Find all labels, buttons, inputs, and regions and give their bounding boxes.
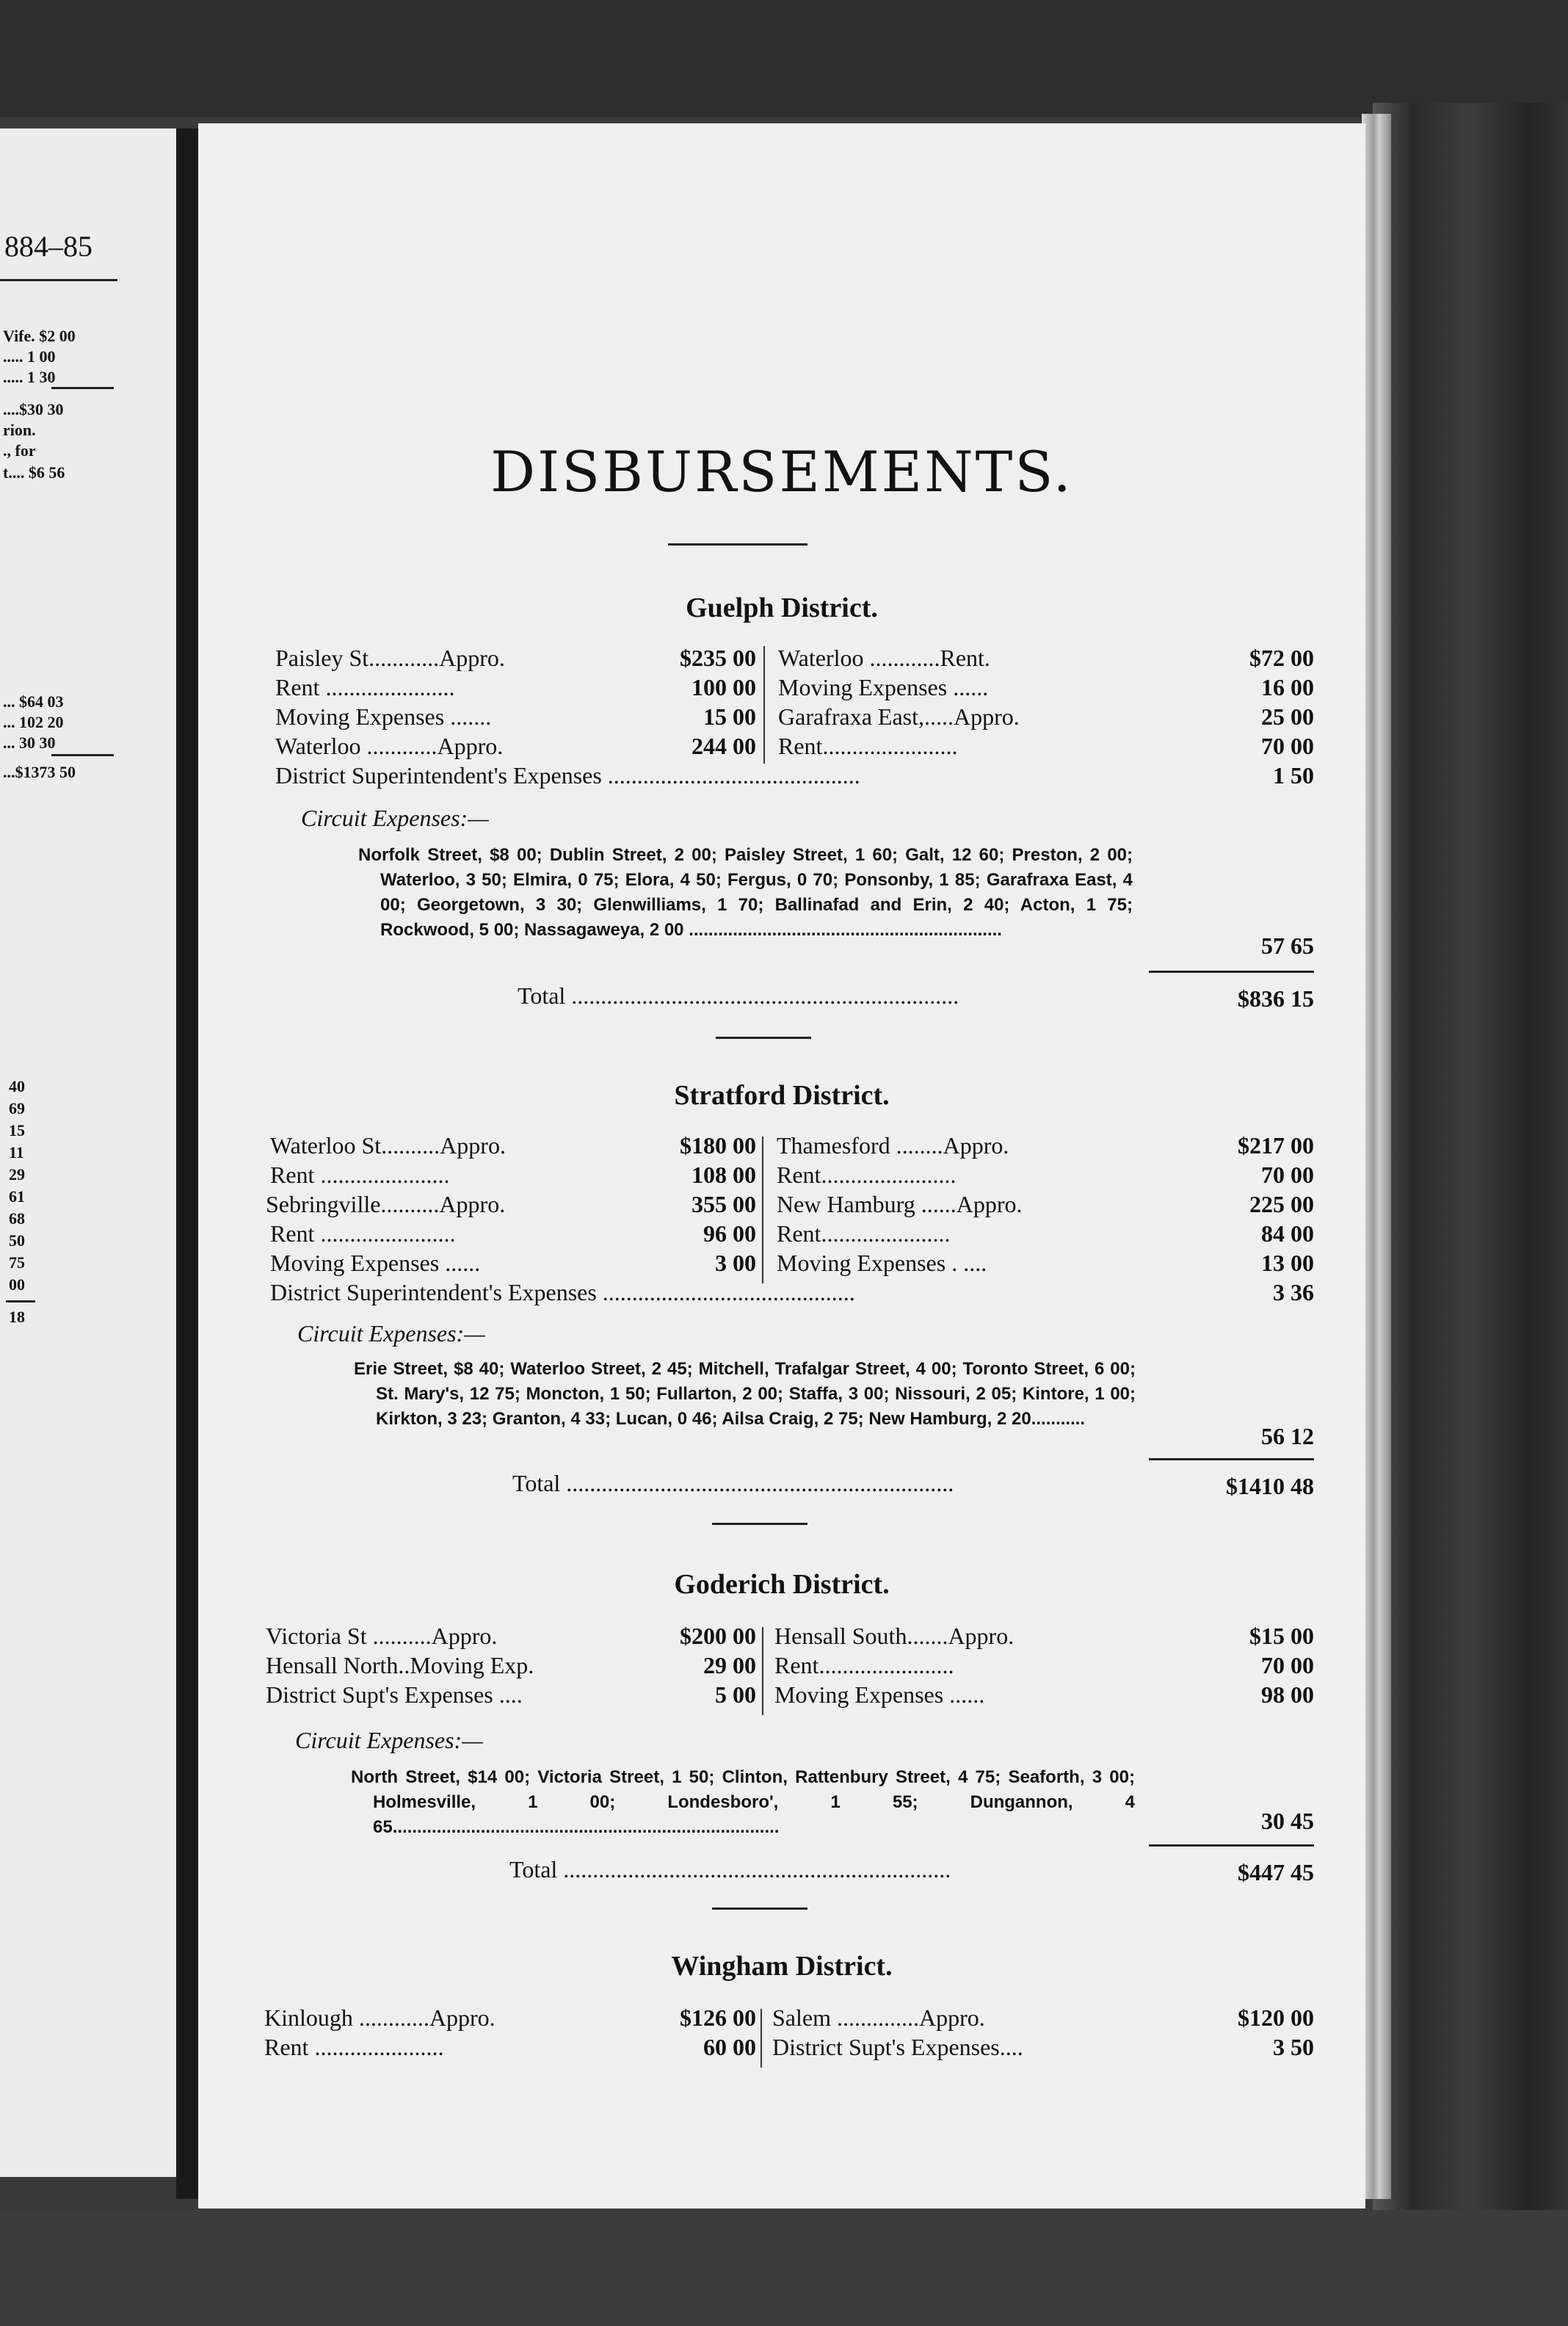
main-page <box>198 123 1365 2209</box>
stratford-left-amount: 355 00 <box>692 1191 756 1217</box>
title-rule <box>668 543 807 546</box>
guelph-supt-amount: 1 50 <box>1273 762 1314 789</box>
wingham-left-label: Rent ...................... <box>264 2034 444 2060</box>
guelph-right-amount: 70 00 <box>1261 733 1314 759</box>
stratford-right-label: Rent....................... <box>777 1162 957 1188</box>
stratford-heading: Stratford District. <box>674 1080 890 1111</box>
goderich-right-amount: 98 00 <box>1261 1681 1314 1708</box>
section-rule <box>712 1907 807 1910</box>
goderich-total-amount: $447 45 <box>1238 1859 1314 1885</box>
stratford-right-amount: 13 00 <box>1261 1250 1314 1276</box>
left-line: 50 <box>9 1231 25 1250</box>
goderich-total-rule <box>1149 1844 1314 1847</box>
stratford-right-label: Rent...................... <box>777 1220 951 1247</box>
stratford-left-label: Moving Expenses ...... <box>270 1250 481 1276</box>
guelph-right-label: Rent....................... <box>778 733 958 759</box>
guelph-heading: Guelph District. <box>686 593 878 623</box>
left-line: 40 <box>9 1077 25 1095</box>
left-line: 18 <box>9 1308 25 1326</box>
wingham-right-label: District Supt's Expenses.... <box>772 2034 1023 2060</box>
stratford-left-label: Sebringville..........Appro. <box>266 1191 506 1217</box>
guelph-circuit-heading: Circuit Expenses:— <box>301 805 489 831</box>
goderich-right-amount: 70 00 <box>1261 1652 1314 1678</box>
stratford-total-label: Total .................................................................. <box>512 1470 954 1496</box>
guelph-right-label: Garafraxa East,.....Appro. <box>778 703 1020 730</box>
left-rule <box>51 387 114 389</box>
section-rule <box>716 1037 811 1039</box>
left-line: 75 <box>9 1253 25 1272</box>
stratford-right-label: Moving Expenses . .... <box>777 1250 987 1276</box>
page-stack-edge <box>1362 114 1391 2199</box>
stratford-right-label: Thamesford ........Appro. <box>777 1132 1009 1159</box>
background-top <box>0 0 1568 117</box>
left-line: 68 <box>9 1209 25 1228</box>
guelph-left-amount: 100 00 <box>692 674 756 700</box>
stratford-total-amount: $1410 48 <box>1226 1473 1314 1499</box>
left-line: t.... $6 56 <box>3 463 65 482</box>
goderich-right-label: Hensall South.......Appro. <box>774 1623 1015 1649</box>
goderich-left-amount: 5 00 <box>715 1681 756 1708</box>
wingham-left-label: Kinlough ............Appro. <box>264 2004 496 2031</box>
left-year: 884–85 <box>4 230 92 263</box>
stratford-supt-label: District Superintendent's Expenses ........................................... <box>270 1279 855 1305</box>
stratford-left-amount: 3 00 <box>715 1250 756 1276</box>
book-gutter <box>176 128 198 2199</box>
guelph-right-label: Moving Expenses ...... <box>778 674 989 700</box>
left-line: rion. <box>3 421 36 439</box>
wingham-right-label: Salem ..............Appro. <box>772 2004 985 2031</box>
left-facing-page <box>0 128 176 2177</box>
guelph-total-amount: $836 15 <box>1238 985 1314 1012</box>
guelph-right-label: Waterloo ............Rent. <box>778 645 990 671</box>
goderich-left-label: Hensall North..Moving Exp. <box>266 1652 534 1678</box>
stratford-left-label: Rent ...................... <box>270 1162 450 1188</box>
left-line: 11 <box>9 1143 24 1162</box>
stratford-left-amount: 108 00 <box>692 1162 756 1188</box>
guelph-left-amount: $235 00 <box>680 645 756 671</box>
guelph-right-amount: 16 00 <box>1261 674 1314 700</box>
wingham-left-amount: $126 00 <box>680 2004 756 2031</box>
left-line: 29 <box>9 1165 25 1184</box>
book-edge-right <box>1373 103 1568 2217</box>
left-line: ...$1373 50 <box>3 763 76 781</box>
stratford-right-amount: 70 00 <box>1261 1162 1314 1188</box>
guelph-left-amount: 244 00 <box>692 733 756 759</box>
stratford-left-label: Rent ....................... <box>270 1220 456 1247</box>
stratford-left-amount: 96 00 <box>703 1220 756 1247</box>
goderich-circuit-text: North Street, $14 00; Victoria Street, 1 50; Clinton, Rattenbury Street, 4 75; Seaforth, 3 00; Holmesville, 1 00; Londesboro', 1 55; Dungannon, 4 65............................................................................... <box>351 1767 1135 1837</box>
column-divider <box>762 1137 763 1283</box>
stratford-left-amount: $180 00 <box>680 1132 756 1159</box>
goderich-heading: Goderich District. <box>674 1569 890 1600</box>
left-line: ... 102 20 <box>3 713 64 731</box>
stratford-total-rule <box>1149 1458 1314 1460</box>
wingham-right-amount: 3 50 <box>1273 2034 1314 2060</box>
goderich-circuit-heading: Circuit Expenses:— <box>295 1727 483 1753</box>
left-line: 00 <box>9 1275 25 1294</box>
stratford-right-amount: 84 00 <box>1261 1220 1314 1247</box>
left-line: ..... 1 00 <box>3 347 56 366</box>
guelph-left-label: Moving Expenses ....... <box>275 703 492 730</box>
stratford-right-label: New Hamburg ......Appro. <box>777 1191 1023 1217</box>
goderich-left-label: Victoria St ..........Appro. <box>266 1623 498 1649</box>
goderich-total-label: Total .................................................................. <box>509 1856 951 1883</box>
column-divider <box>763 646 765 764</box>
stratford-circuit-heading: Circuit Expenses:— <box>297 1320 485 1347</box>
left-rule <box>0 279 117 281</box>
goderich-left-label: District Supt's Expenses .... <box>266 1681 523 1708</box>
goderich-left-amount: 29 00 <box>703 1652 756 1678</box>
wingham-left-amount: 60 00 <box>703 2034 756 2060</box>
goderich-left-amount: $200 00 <box>680 1623 756 1649</box>
stratford-circuit-text: Erie Street, $8 40; Waterloo Street, 2 45; Mitchell, Trafalgar Street, 4 00; Toronto Street, 6 00; St. Mary's, 12 75; Moncton, 1 50; Fullarton, 2 00; Staffa, 3 00; Nissouri, 2 05; Kintore, 1 00; Kirkton, 3 23; Granton, 4 33; Lucan, 0 46; Ailsa Craig, 2 75; New Hamburg, 2 20........... <box>354 1359 1136 1429</box>
left-rule <box>51 754 114 756</box>
left-line: 69 <box>9 1099 25 1117</box>
left-line: Vife. $2 00 <box>3 327 76 345</box>
guelph-total-rule <box>1149 971 1314 973</box>
goderich-right-amount: $15 00 <box>1249 1623 1314 1649</box>
guelph-total-label: Total .................................................................. <box>518 982 959 1009</box>
wingham-right-amount: $120 00 <box>1238 2004 1314 2031</box>
stratford-circuit-amount: 56 12 <box>1261 1423 1314 1449</box>
guelph-left-amount: 15 00 <box>703 703 756 730</box>
guelph-circuit-amount: 57 65 <box>1261 932 1314 959</box>
left-line: ....$30 30 <box>3 400 64 419</box>
guelph-left-label: Waterloo ............Appro. <box>275 733 504 759</box>
guelph-right-amount: $72 00 <box>1249 645 1314 671</box>
guelph-right-amount: 25 00 <box>1261 703 1314 730</box>
goderich-circuit-amount: 30 45 <box>1261 1808 1314 1834</box>
guelph-circuit-text: Norfolk Street, $8 00; Dublin Street, 2 00; Paisley Street, 1 60; Galt, 12 60; Preston, 2 00; Waterloo, 3 50; Elmira, 0 75; Elora, 4 50; Fergus, 0 70; Ponsonby, 1 85; Garafraxa East, 4 00; Georgetown, 3 30; Glenwilliams, 1 70; Ballinafad and Erin, 2 40; Acton, 1 75; Rockwood, 5 00; Nassagaweya, 2 00 ................................................................ <box>358 845 1133 940</box>
left-line: 61 <box>9 1187 25 1206</box>
left-line: ., for <box>3 441 36 460</box>
left-line: ... 30 30 <box>3 733 56 752</box>
left-line: ... $64 03 <box>3 692 64 711</box>
goderich-right-label: Moving Expenses ...... <box>774 1681 985 1708</box>
left-rule <box>6 1300 35 1303</box>
wingham-heading: Wingham District. <box>671 1951 893 1982</box>
guelph-left-label: Rent ...................... <box>275 674 455 700</box>
guelph-supt-label: District Superintendent's Expenses ........................................... <box>275 762 860 789</box>
stratford-right-amount: $217 00 <box>1238 1132 1314 1159</box>
goderich-right-label: Rent....................... <box>774 1652 954 1678</box>
stratford-supt-amount: 3 36 <box>1273 1279 1314 1305</box>
stratford-right-amount: 225 00 <box>1249 1191 1314 1217</box>
column-divider <box>761 2009 762 2068</box>
column-divider <box>762 1627 763 1715</box>
stratford-left-label: Waterloo St..........Appro. <box>270 1132 506 1159</box>
left-line: ..... 1 30 <box>3 368 56 386</box>
background-bottom <box>0 2210 1568 2326</box>
section-rule <box>712 1523 807 1525</box>
page-title: DISBURSEMENTS. <box>490 439 1073 504</box>
left-line: 15 <box>9 1121 25 1140</box>
guelph-left-label: Paisley St............Appro. <box>275 645 505 671</box>
